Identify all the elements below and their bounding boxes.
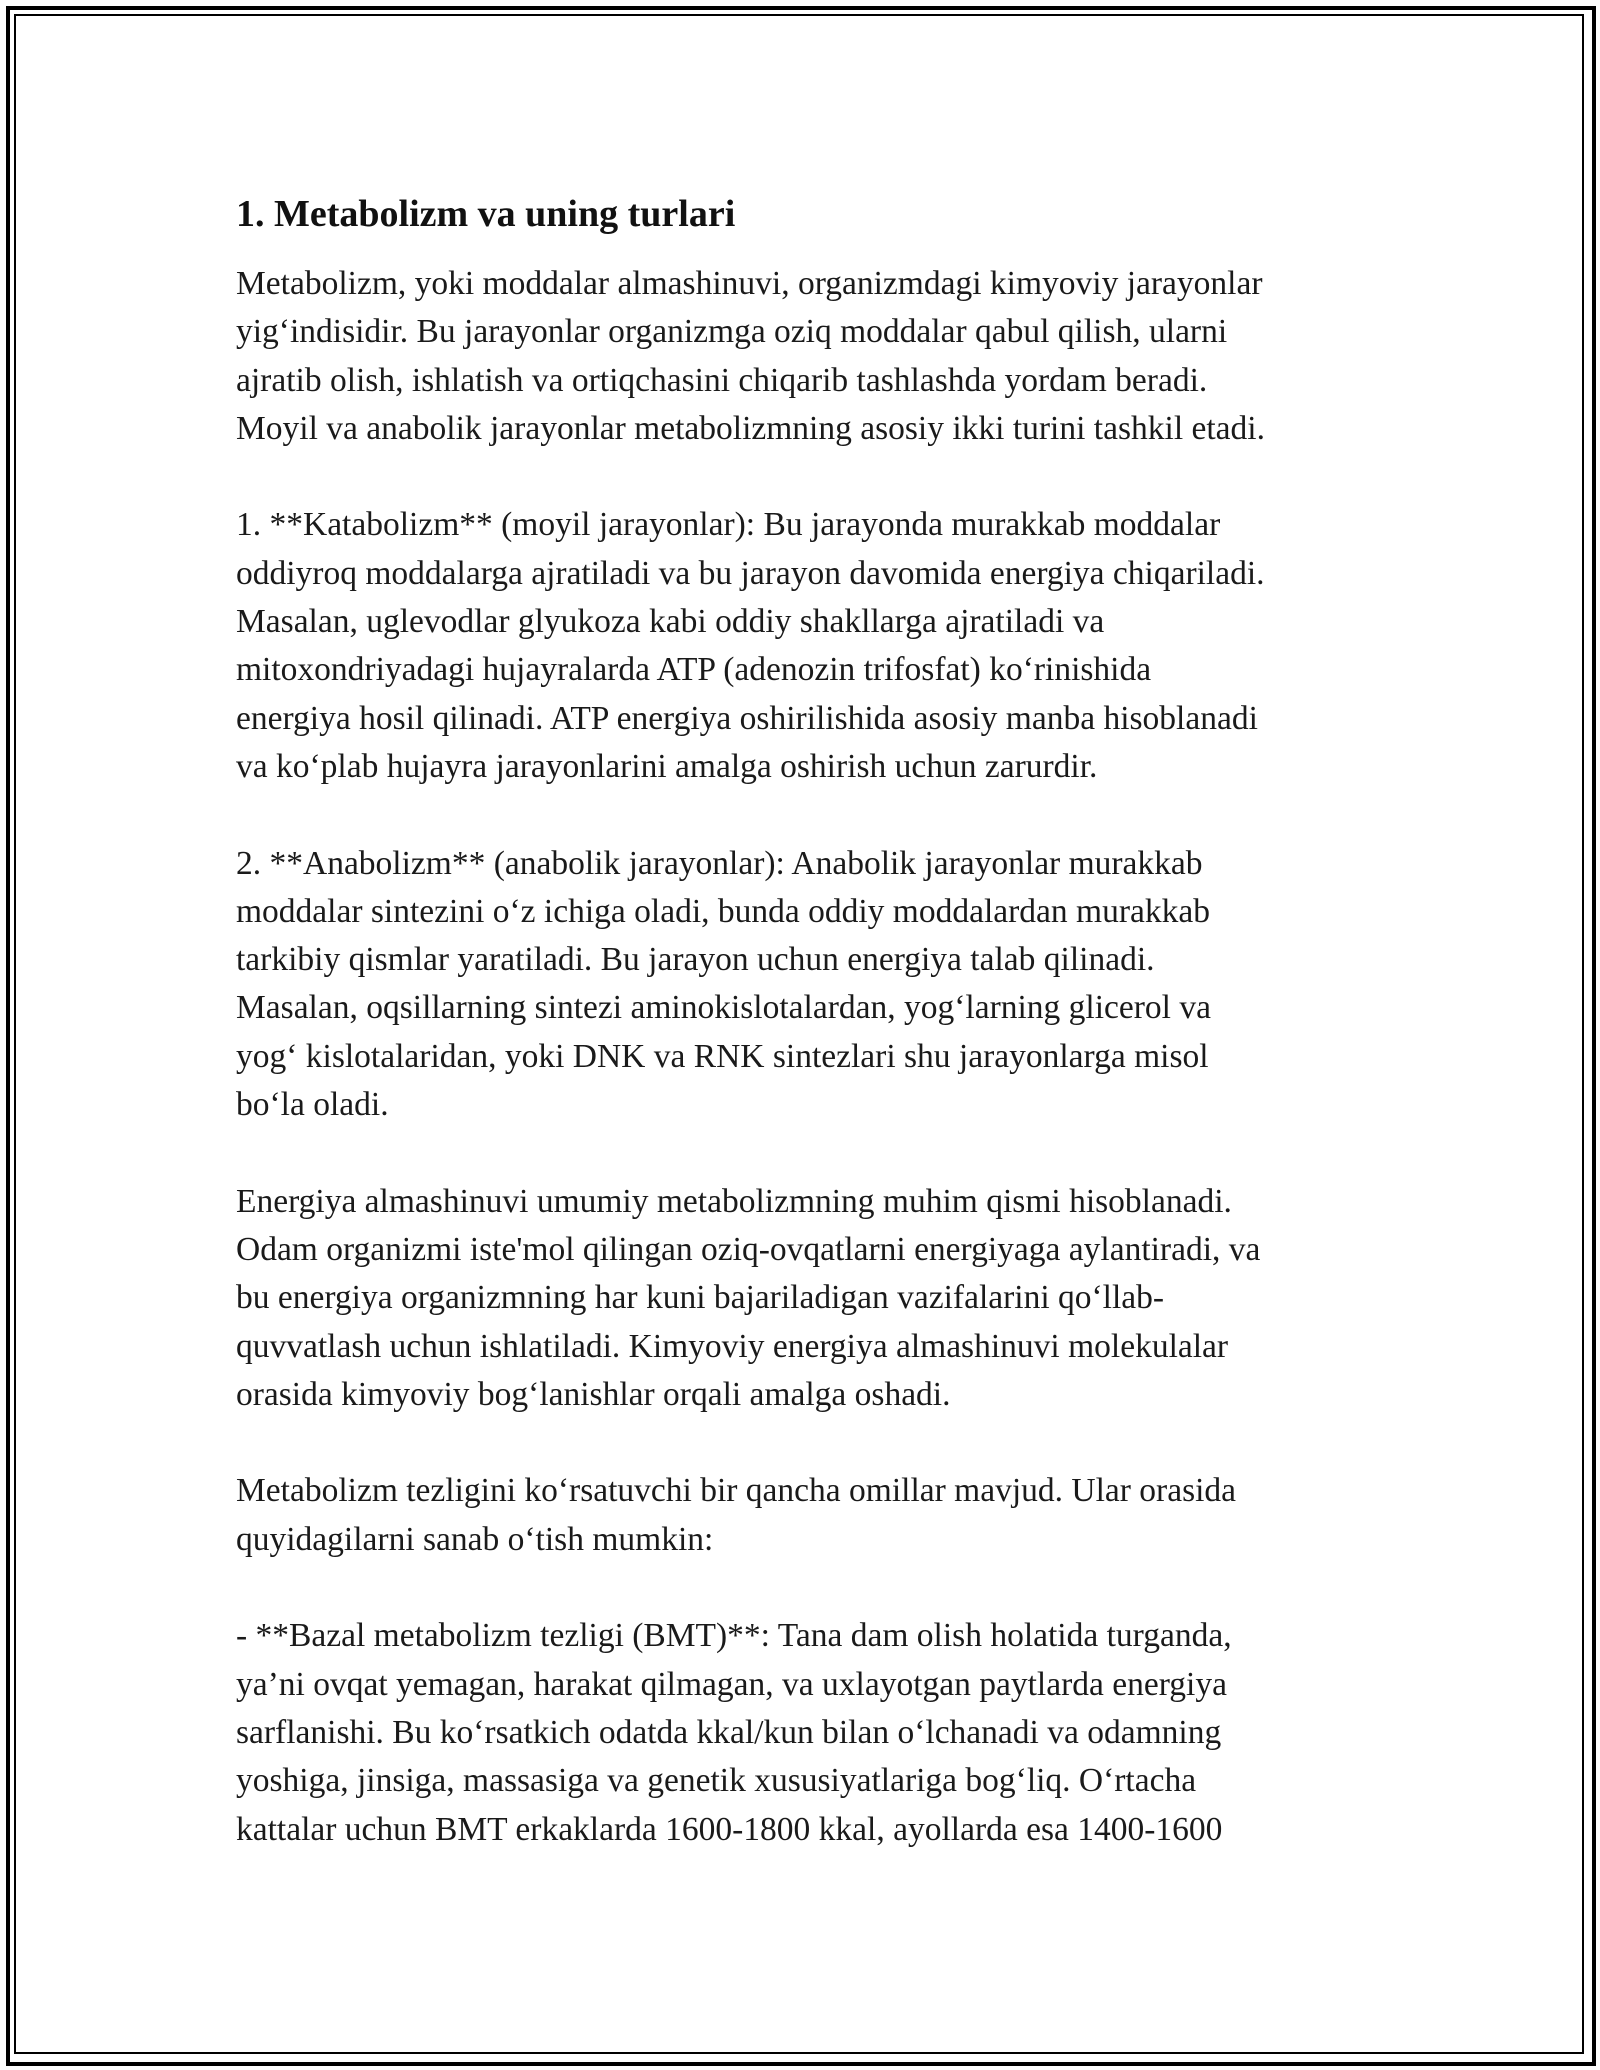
text-line: oddiyroq moddalarga ajratiladi va bu jarayon davomida energiya chiqariladi. — [236, 554, 1265, 592]
text-line: Metabolizm tezligini ko‘rsatuvchi bir qancha omillar mavjud. Ular orasida — [236, 1472, 1237, 1510]
paragraph-intro — [236, 260, 1386, 453]
text-line: Moyil va anabolik jarayonlar metabolizmning asosiy ikki turini tashkil etadi. — [236, 409, 1265, 447]
text-line: Masalan, uglevodlar glyukoza kabi oddiy shakllarga ajratiladi va — [236, 603, 1105, 641]
text-line: moddalar sintezini o‘z ichiga oladi, bunda oddiy moddalardan murakkab — [236, 892, 1211, 930]
paragraph-omillar — [236, 1467, 1386, 1564]
text-line: Masalan, oqsillarning sintezi aminokislotalardan, yog‘larning glicerol va — [236, 989, 1211, 1027]
paragraph-energiya — [236, 1178, 1386, 1419]
text-line: yig‘indisidir. Bu jarayonlar organizmga oziq moddalar qabul qilish, ularni — [236, 313, 1228, 351]
paragraph-katabolizm — [236, 501, 1386, 791]
text-line: orasida kimyoviy bog‘lanishlar orqali amalga oshadi. — [236, 1375, 951, 1413]
document-page — [236, 190, 1386, 1854]
text-line: Energiya almashinuvi umumiy metabolizmning muhim qismi hisoblanadi. — [236, 1182, 1232, 1220]
text-line: quyidagilarni sanab o‘tish mumkin: — [236, 1520, 714, 1558]
text-line: Metabolizm, yoki moddalar almashinuvi, organizmdagi kimyoviy jarayonlar — [236, 265, 1263, 302]
text-line: energiya hosil qilinadi. ATP energiya oshirilishida asosiy manba hisoblanadi — [236, 699, 1258, 737]
text-line: - **Bazal metabolizm tezligi (BMT)**: Tana dam olish holatida turganda, — [236, 1617, 1232, 1655]
text-line: bo‘la oladi. — [236, 1086, 389, 1124]
text-line: ya’ni ovqat yemagan, harakat qilmagan, va uxlayotgan paytlarda energiya — [236, 1665, 1227, 1703]
text-line: yoshiga, jinsiga, massasiga va genetik xususiyatlariga bog‘liq. O‘rtacha — [236, 1762, 1197, 1800]
text-line: quvvatlash uchun ishlatiladi. Kimyoviy energiya almashinuvi molekulalar — [236, 1327, 1229, 1365]
text-line: 1. **Katabolizm** (moyil jarayonlar): Bu jarayonda murakkab moddalar — [236, 506, 1221, 544]
text-line: tarkibiy qismlar yaratiladi. Bu jarayon uchun energiya talab qilinadi. — [236, 941, 1155, 979]
text-line: mitoxondriyadagi hujayralarda ATP (adenozin trifosfat) ko‘rinishida — [236, 651, 1152, 689]
text-line: va ko‘plab hujayra jarayonlarini amalga oshirish uchun zarurdir. — [236, 747, 1098, 785]
text-line: yog‘ kislotalaridan, yoki DNK va RNK sintezlari shu jarayonlarga misol — [236, 1037, 1209, 1075]
paragraph-anabolizm — [236, 840, 1386, 1130]
text-line: 2. **Anabolizm** (anabolik jarayonlar): Anabolik jarayonlar murakkab — [236, 844, 1203, 882]
text-line: bu energiya organizmning har kuni bajariladigan vazifalarini qo‘llab- — [236, 1279, 1165, 1317]
text-line: Odam organizmi iste'mol qilingan oziq-ovqatlarni energiyaga aylantiradi, va — [236, 1230, 1261, 1268]
text-line: ajratib olish, ishlatish va ortiqchasini chiqarib tashlashda yordam beradi. — [236, 361, 1208, 399]
text-line: kattalar uchun BMT erkaklarda 1600-1800 kkal, ayollarda esa 1400-1600 — [236, 1810, 1223, 1848]
text-line: sarflanishi. Bu ko‘rsatkich odatda kkal/kun bilan o‘lchanadi va odamning — [236, 1713, 1222, 1751]
paragraph-bmt — [236, 1612, 1386, 1853]
section-heading: 1. Metabolizm va uning turlari — [236, 193, 736, 235]
